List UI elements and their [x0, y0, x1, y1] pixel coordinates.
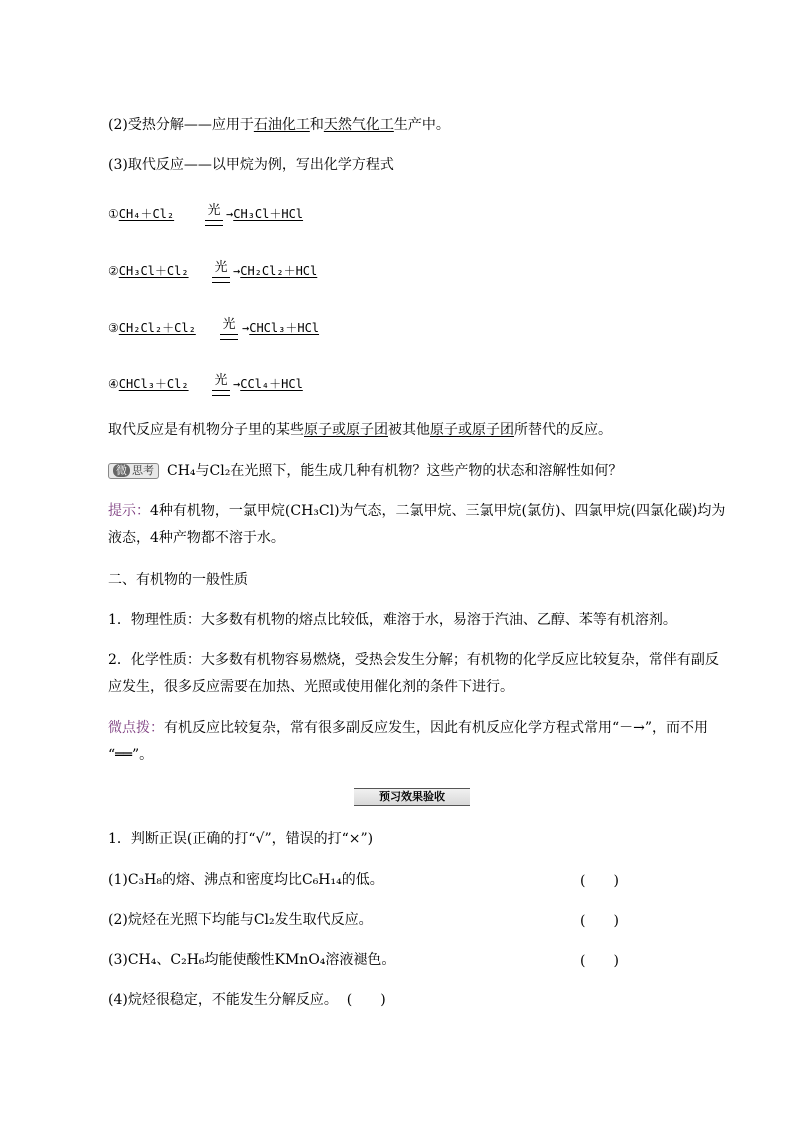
quiz-answer-blank-4[interactable]: ( ) — [346, 992, 386, 1008]
think-tag-icon: 微 — [113, 464, 130, 477]
chemical-properties-line-1: 2．化学性质：大多数有机物容易燃烧，受热会发生分解；有机物的化学反应比较复杂，常伴有副反 — [108, 652, 719, 668]
light-label: 光 — [214, 373, 228, 388]
light-label: 光 — [207, 203, 221, 218]
equation-3-rhs — [242, 319, 319, 336]
equation-1-number: ① — [108, 207, 119, 221]
think-tag — [108, 463, 159, 479]
equation-3-number: ③ — [108, 321, 119, 335]
equal-sign-mark — [220, 334, 238, 340]
equation-2 — [108, 245, 508, 285]
definition-text-a: 取代反应是有机物分子里的某些 — [108, 422, 304, 438]
decomposition-text-a: (2)受热分解——应用于 — [108, 117, 254, 133]
equation-1-products: CH₃Cl＋HCl — [233, 207, 304, 221]
definition-paragraph — [108, 420, 612, 440]
arrow-icon: → — [233, 377, 241, 391]
hint-label: 提示： — [108, 503, 150, 519]
equation-2-number: ② — [108, 264, 119, 278]
decomposition-text-b: 和 — [309, 117, 324, 133]
quiz-answer-blank-1[interactable]: ( ) — [580, 873, 619, 889]
equal-sign-mark — [205, 220, 223, 226]
equation-2-reactants: CH₃Cl＋Cl₂ — [118, 264, 189, 278]
equation-4-lhs — [108, 375, 189, 392]
equation-1-reactants: CH₄＋Cl₂ — [118, 207, 175, 221]
quiz-item-4-text: (4)烷烃很稳定，不能发生分解反应。 — [108, 992, 338, 1008]
think-question — [108, 461, 622, 481]
quiz-answer-blank-3[interactable]: ( ) — [580, 953, 619, 969]
quiz-item-4 — [108, 990, 386, 1010]
answer-atom-or-group-2: 原子或原子团 — [430, 422, 514, 438]
tip-label: 微点拨： — [108, 720, 164, 736]
hint-line-1: 4种有机物，一氯甲烷(CH₃Cl)为气态，二氯甲烷、三氯甲烷(氯仿)、四氯甲烷(四氯化碳)均为 — [150, 503, 726, 519]
hint-paragraph — [108, 501, 725, 521]
decomposition-text-c: 生产中。 — [393, 117, 450, 133]
substitution-intro: (3)取代反应——以甲烷为例，写出化学方程式 — [108, 157, 394, 173]
equation-2-rhs — [233, 262, 317, 279]
equation-1-rhs — [226, 205, 303, 222]
answer-petrochemical: 石油化工 — [253, 117, 310, 133]
equation-3-condition — [216, 318, 242, 340]
light-label: 光 — [214, 260, 228, 275]
equation-4-products: CCl₄＋HCl — [240, 377, 303, 391]
tip-line-1: 有机反应比较复杂，常有很多副反应发生，因此有机反应化学方程式常用“－→”，而不用 — [164, 720, 709, 736]
answer-natural-gas-chemical: 天然气化工 — [323, 117, 394, 133]
physical-properties: 1．物理性质：大多数有机物的熔点比较低，难溶于水，易溶于汽油、乙醇、苯等有机溶剂。 — [108, 612, 677, 628]
decomposition-paragraph — [108, 115, 450, 135]
preview-check-banner: 预习效果验收 — [354, 788, 470, 806]
answer-atom-or-group-1: 原子或原子团 — [304, 422, 388, 438]
equation-1-lhs — [108, 205, 174, 222]
equation-4 — [108, 358, 508, 398]
tip-paragraph — [108, 718, 708, 738]
quiz-instruction: 1．判断正误(正确的打“√”，错误的打“×”) — [108, 831, 374, 847]
definition-text-b: 被其他 — [388, 422, 430, 438]
equation-4-number: ④ — [108, 377, 119, 391]
arrow-icon: → — [242, 321, 250, 335]
arrow-icon: → — [226, 207, 234, 221]
quiz-answer-blank-2[interactable]: ( ) — [580, 913, 619, 929]
equation-2-lhs — [108, 262, 189, 279]
equation-4-reactants: CHCl₃＋Cl₂ — [118, 377, 189, 391]
think-tag-text: 思考 — [132, 464, 154, 477]
think-question-text: CH₄与Cl₂在光照下，能生成几种有机物？这些产物的状态和溶解性如何？ — [167, 463, 623, 479]
equation-3-reactants: CH₂Cl₂＋Cl₂ — [118, 321, 196, 335]
equation-2-condition — [208, 261, 234, 283]
quiz-item-1: (1)C₃H₈的熔、沸点和密度均比C₆H₁₄的低。 — [108, 872, 384, 888]
quiz-item-3: (3)CH₄、C₂H₆均能使酸性KMnO₄溶液褪色。 — [108, 952, 396, 968]
equation-2-products: CH₂Cl₂＋HCl — [240, 264, 318, 278]
chemical-properties-line-2: 应发生，很多反应需要在加热、光照或使用催化剂的条件下进行。 — [108, 679, 514, 695]
equation-4-condition — [208, 374, 234, 396]
equation-1-condition — [201, 204, 227, 226]
hint-line-2: 液态，4种产物都不溶于水。 — [108, 530, 285, 546]
equation-3 — [108, 302, 508, 342]
equation-1 — [108, 188, 508, 228]
equation-3-lhs — [108, 319, 196, 336]
tip-line-2: “══”。 — [108, 747, 154, 763]
definition-text-c: 所替代的反应。 — [514, 422, 612, 438]
arrow-icon: → — [233, 264, 241, 278]
equation-3-products: CHCl₃＋HCl — [249, 321, 320, 335]
equal-sign-mark — [212, 277, 230, 283]
section-2-title: 二、有机物的一般性质 — [108, 572, 248, 588]
quiz-item-2: (2)烷烃在光照下均能与Cl₂发生取代反应。 — [108, 912, 373, 928]
equal-sign-mark — [212, 390, 230, 396]
equation-4-rhs — [233, 375, 303, 392]
light-label: 光 — [222, 317, 236, 332]
